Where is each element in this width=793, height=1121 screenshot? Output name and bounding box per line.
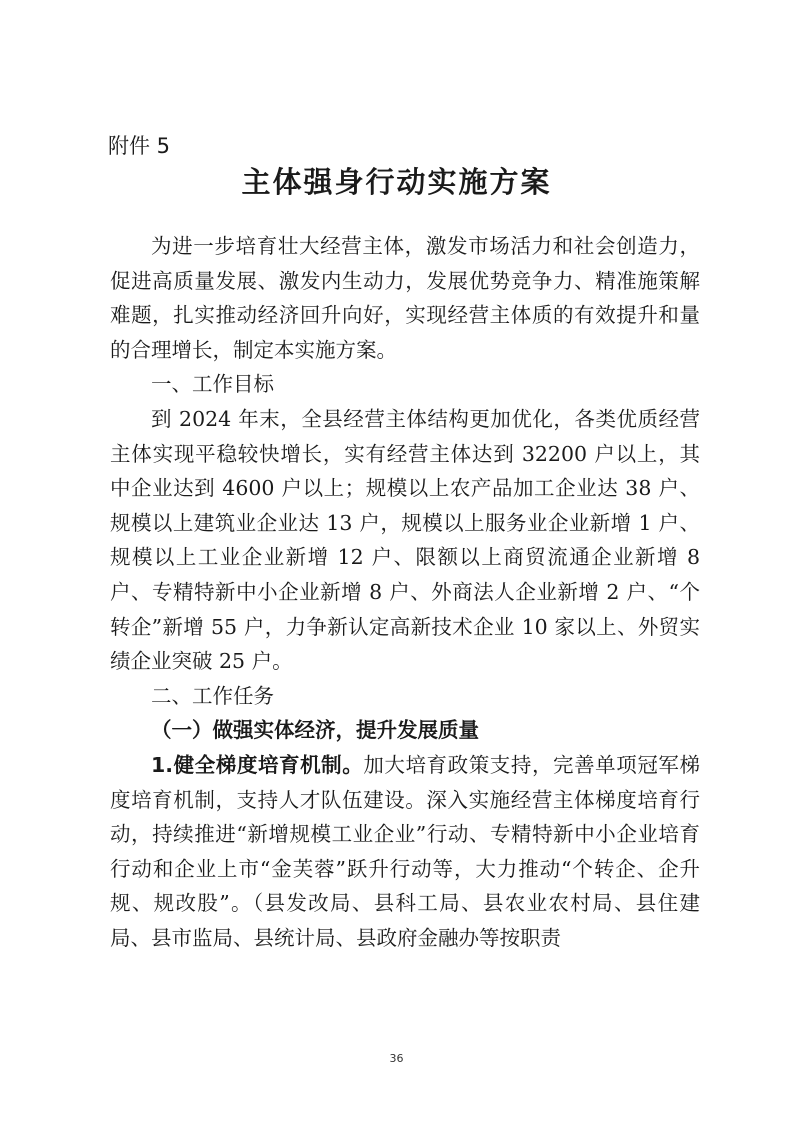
goals-paragraph: 到 2024 年末，全县经营主体结构更加优化，各类优质经营主体实现平稳较快增长，实有经营主体达到 32200 户以上，其中企业达到 4600 户以上；规模以上农产品加工企业达 38 户、规模以上建筑业企业达 13 户，规模以上服务业企业新增 1 户、规模以上工业企业新增 12 户、限额以上商贸流通企业新增 8 户、专精特新中小企业新增 8 户、外商法人企业新增 2 户、“个转企”新增 55 户，力争新认定高新技术企业 10 家以上、外贸实绩企业突破 25 户。 bbox=[110, 406, 700, 674]
task-item-1-body: 加大培育政策支持，完善单项冠军梯度培育机制，支持人才队伍建设。深入实施经营主体梯度培育行动，持续推进“新增规模工业企业”行动、专精特新中小企业培育行动和企业上市“金芙蓉”跃升行动等，大力推动“个转企、企升规、规改股”。（县发改局、县科工局、县农业农村局、县住建局、县市监局、县统计局、县政府金融办等按职责 bbox=[110, 752, 700, 950]
task-item-1-lead: 1.健全梯度培育机制。 bbox=[151, 752, 364, 777]
task-item-1 bbox=[110, 748, 700, 956]
document-body bbox=[110, 229, 700, 955]
section-heading-goals: 一、工作目标 bbox=[151, 372, 274, 397]
section-heading-tasks: 二、工作任务 bbox=[151, 683, 274, 708]
subsection-heading-1: （一）做强实体经济，提升发展质量 bbox=[151, 718, 479, 743]
page-number: 36 bbox=[389, 1052, 404, 1065]
attachment-label: 附件 5 bbox=[108, 134, 171, 158]
document-title: 主体强身行动实施方案 bbox=[241, 165, 552, 199]
intro-paragraph: 为进一步培育壮大经营主体，激发市场活力和社会创造力，促进高质量发展、激发内生动力，发展优势竞争力、精准施策解难题，扎实推动经济回升向好，实现经营主体质的有效提升和量的合理增长，制定本实施方案。 bbox=[110, 234, 700, 362]
